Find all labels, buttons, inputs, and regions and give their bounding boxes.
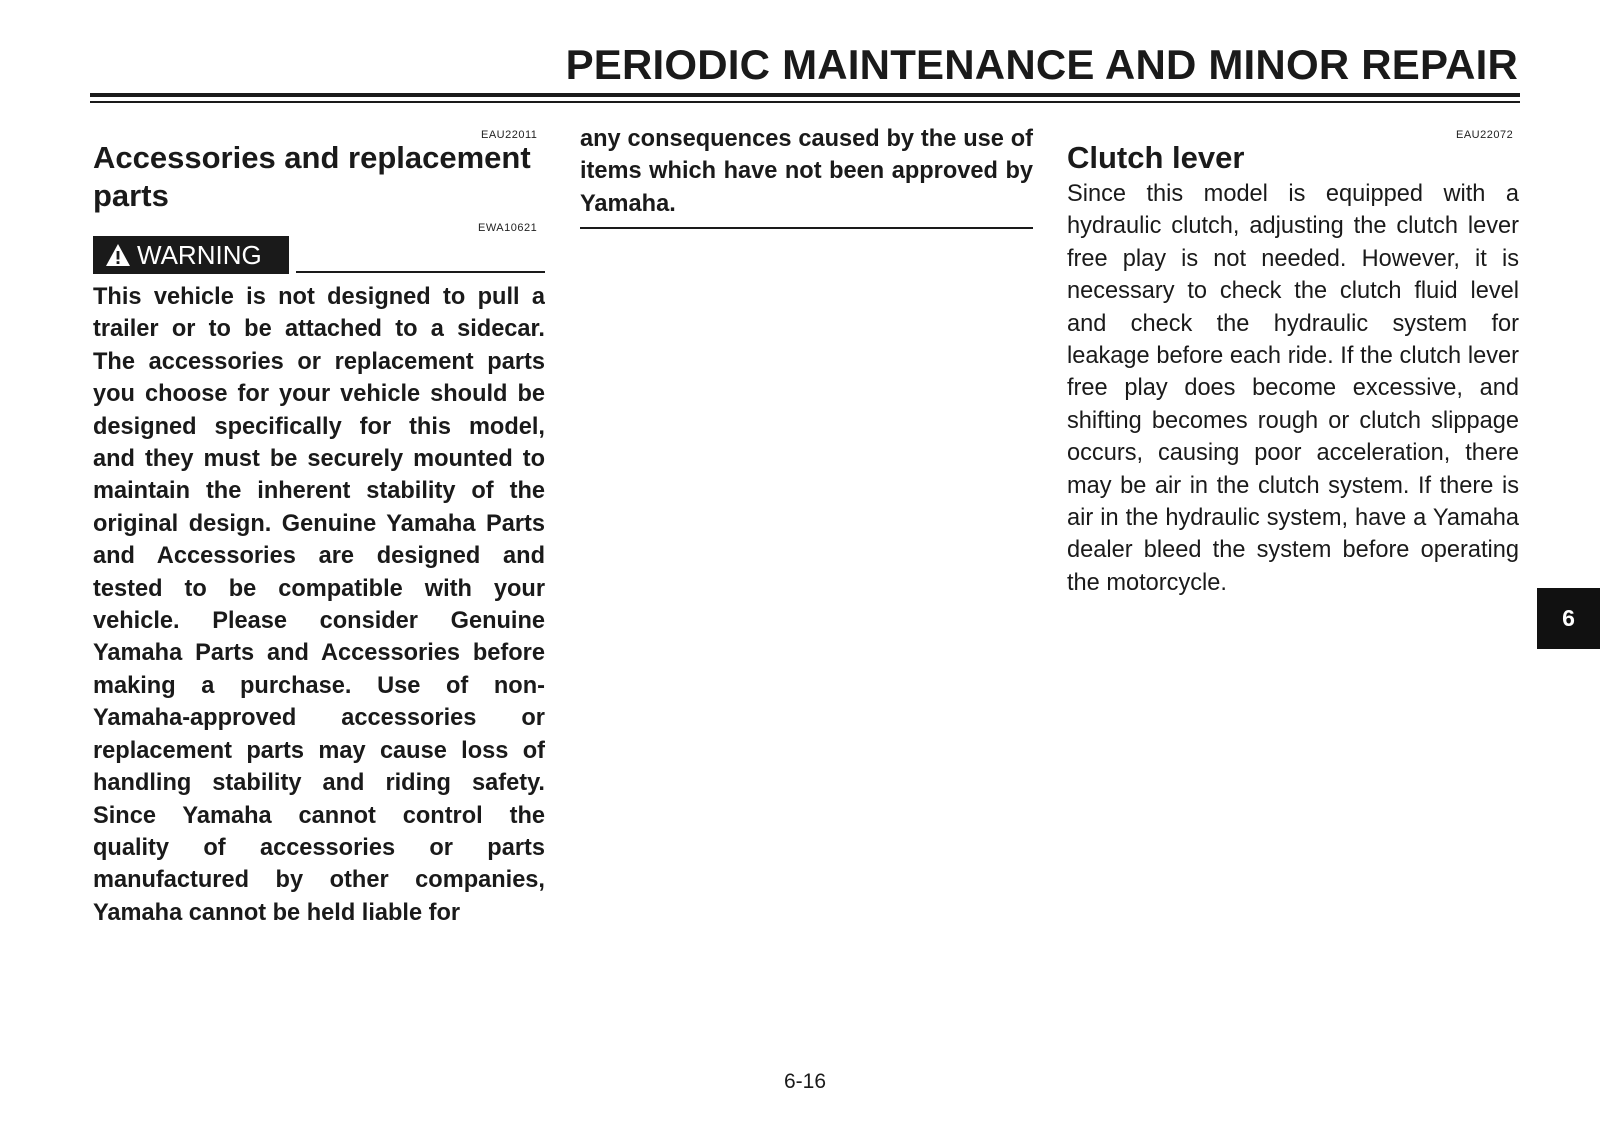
section-code-clutch: EAU22072	[1456, 129, 1514, 141]
page-number: 6-16	[783, 1070, 827, 1093]
section-title-accessories-line1: Accessories and replacement	[93, 140, 531, 175]
warning-rule	[296, 271, 545, 273]
warning-triangle-icon	[105, 243, 131, 267]
warning-code: EWA10621	[478, 222, 538, 234]
warning-text-column2: any consequences caused by the use of items which have not been approved by Yamaha.	[580, 126, 1033, 217]
warning-end-rule	[580, 227, 1033, 229]
section-code-accessories: EAU22011	[481, 129, 538, 141]
warning-label-box	[93, 236, 289, 274]
warning-label: WARNING	[137, 239, 262, 270]
header-rule-thin	[90, 101, 1520, 103]
header-rule-thick	[90, 93, 1520, 97]
clutch-lever-body: Since this model is equipped with a hydraulic clutch, adjusting the clutch lever free play is not needed. However, it is necessary to check the clutch fluid level and check the hydraulic system for leakage before each ride. If the clutch lever free play does become excessive, and shifting becomes rough or clutch slippage occurs, causing poor acceleration, there may be air in the clutch system. If there is air in the hydraulic system, have a Yamaha dealer bleed the system before operating the motorcycle.	[1067, 181, 1519, 596]
section-title-accessories-line2: parts	[93, 178, 169, 213]
section-title-clutch: Clutch lever	[1067, 140, 1245, 175]
page-header-title: PERIODIC MAINTENANCE AND MINOR REPAIR	[565, 41, 1518, 88]
warning-text-column1: This vehicle is not designed to pull a trailer or to be attached to a sidecar. The accessories or replacement parts you choose for your vehicle should be designed specifically for this model, and they must be securely mounted to maintain the inherent stability of the original design. Genuine Yamaha Parts and Accessories are designed and tested to be compatible with your vehicle. Please consider Genuine Yamaha Parts and Accessories before making a purchase. Use of non-Yamaha-approved accessories or replacement parts may cause loss of handling stability and riding safety. Since Yamaha cannot control the quality of accessories or parts manufactured by other companies, Yamaha cannot be held liable for	[93, 284, 545, 926]
chapter-tab: 6	[1537, 588, 1600, 649]
